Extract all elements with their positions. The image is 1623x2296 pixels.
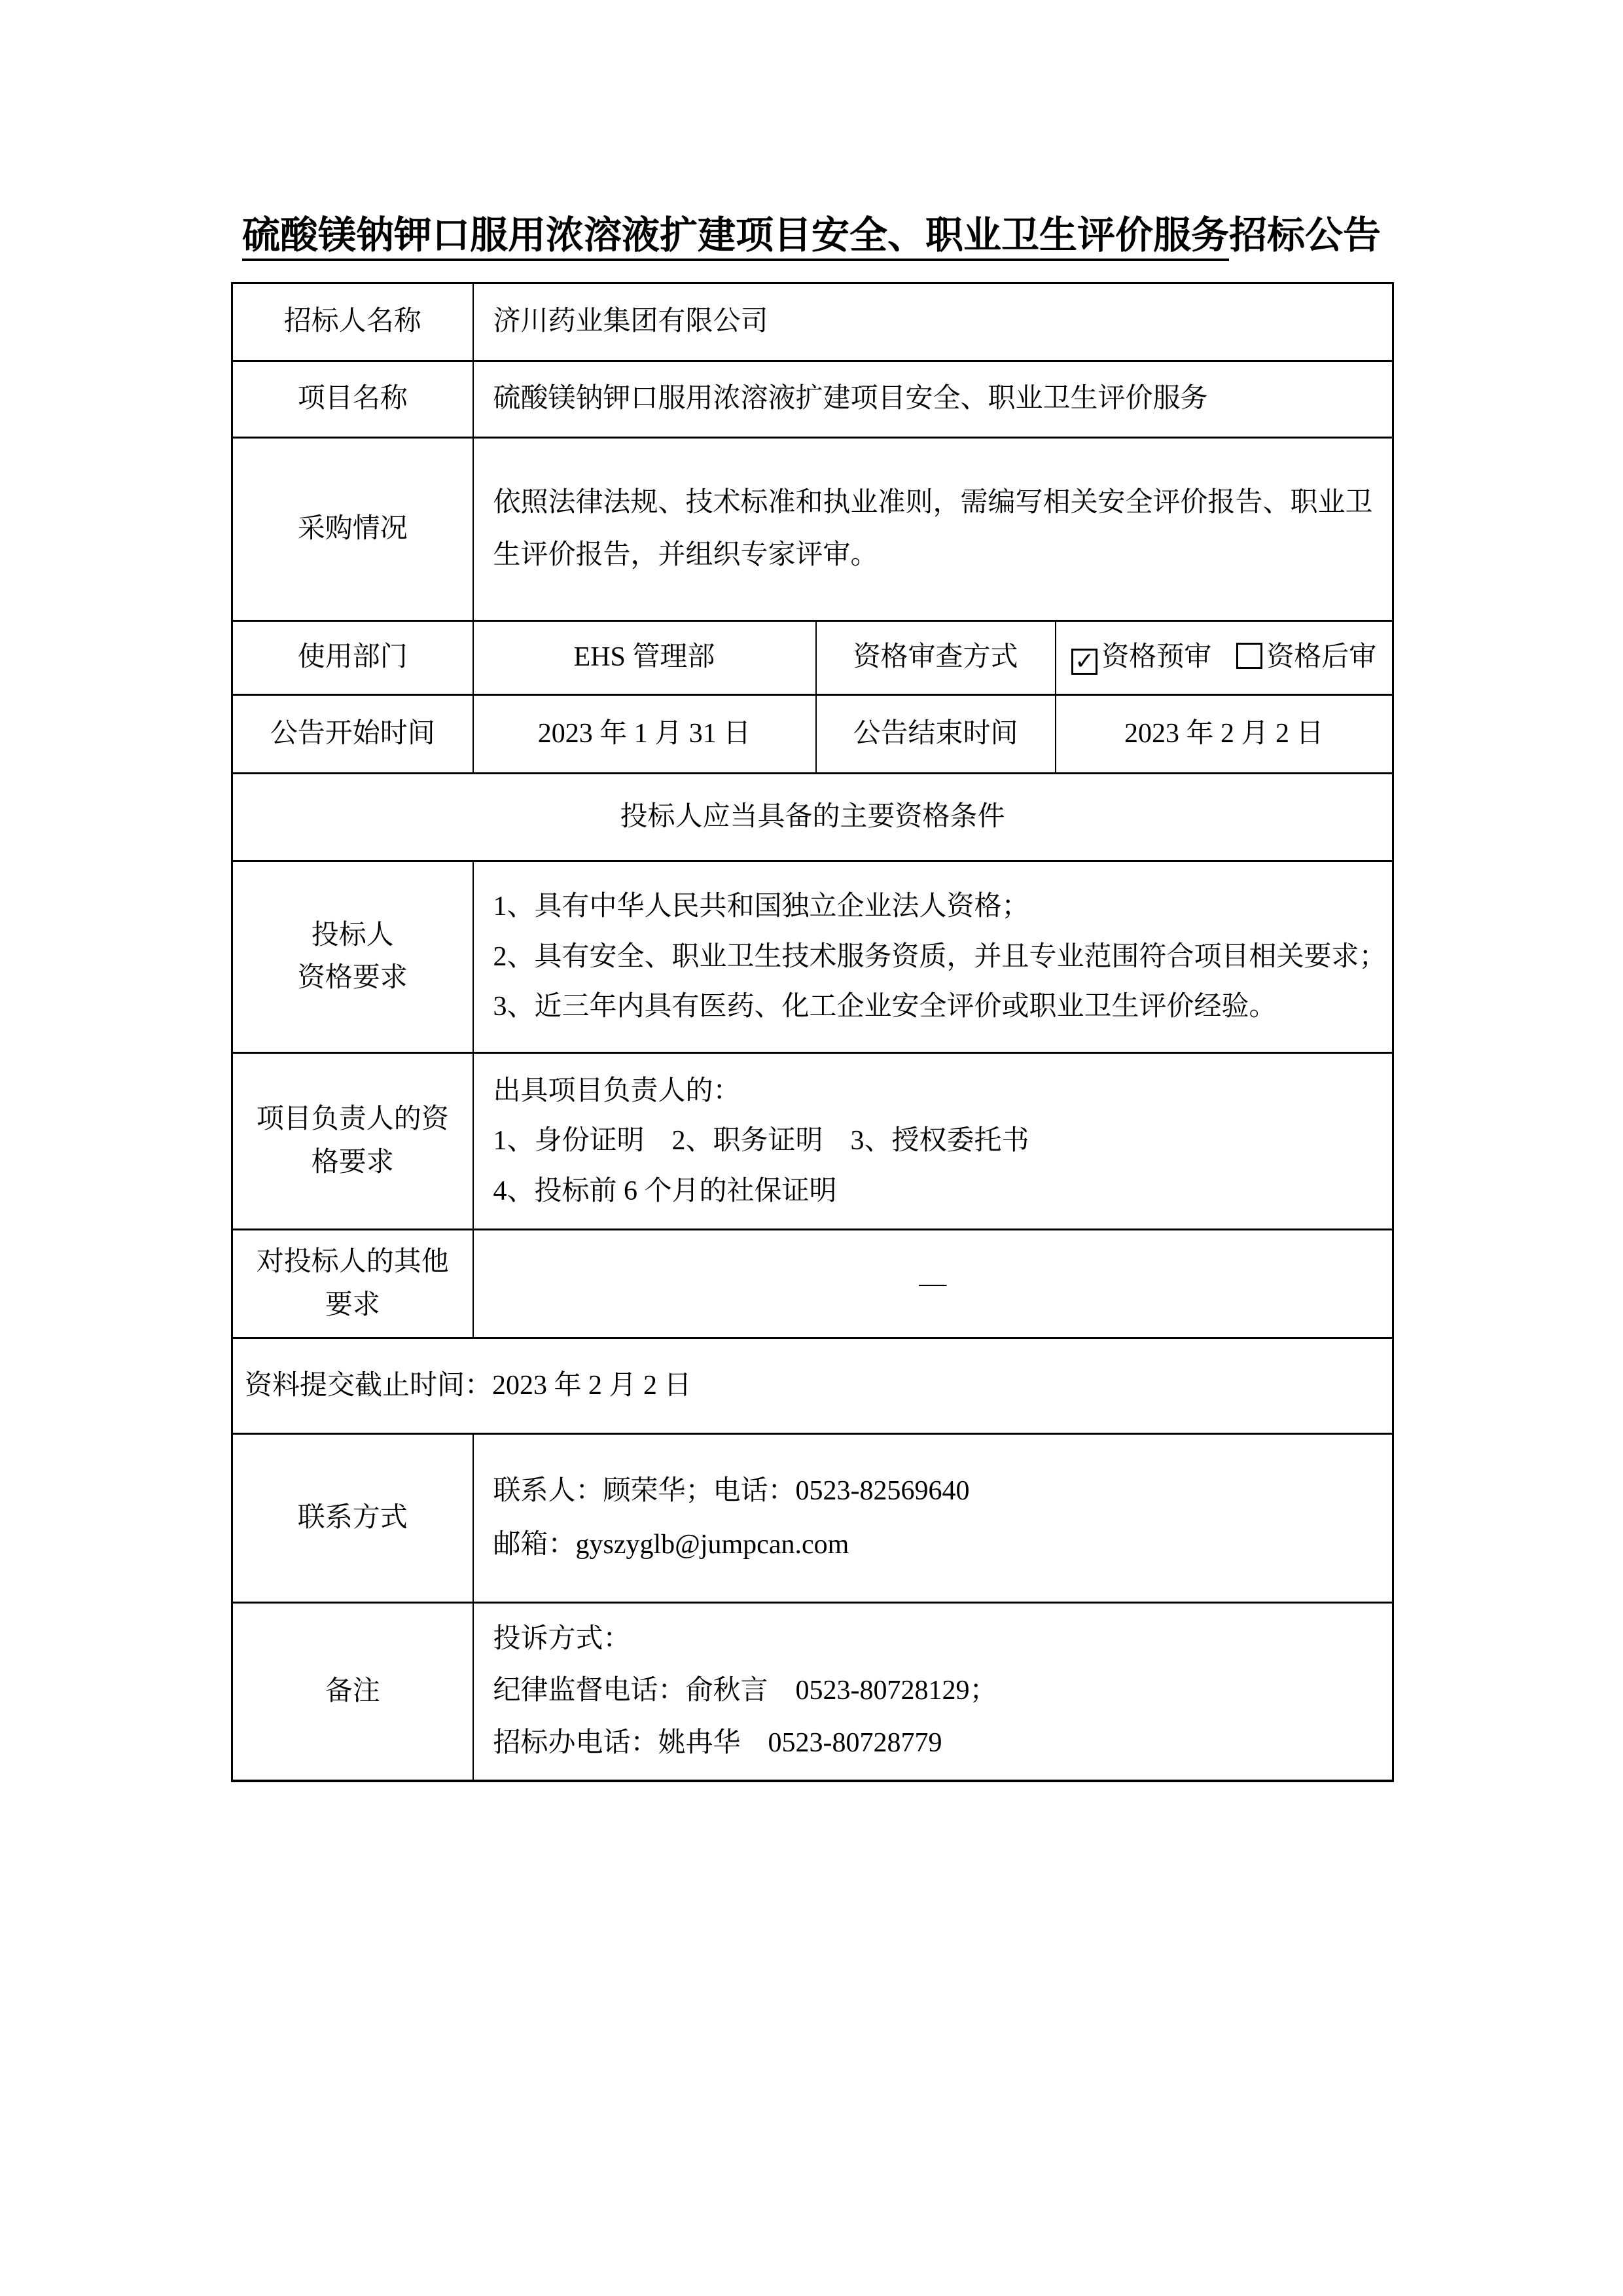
bidder-qualification-label-line: 投标人 bbox=[311, 920, 394, 950]
qualification-item: 3、近三年内具有医药、化工企业安全评价或职业卫生评价经验。 bbox=[493, 992, 1277, 1022]
page-title-underlined: 硫酸镁钠钾口服用浓溶液扩建项目安全、职业卫生评价服务 bbox=[241, 214, 1229, 257]
announce-start-value: 2023 年 1 月 31 日 bbox=[473, 695, 816, 774]
row-project-name bbox=[232, 361, 1393, 438]
pm-qualification-label bbox=[232, 1053, 473, 1230]
row-procurement bbox=[232, 438, 1393, 621]
other-requirements-value: — bbox=[473, 1230, 1393, 1338]
pre-review-option bbox=[1071, 642, 1212, 675]
post-review-option bbox=[1236, 642, 1376, 672]
row-pm-qualification bbox=[232, 1053, 1393, 1230]
page-title bbox=[0, 204, 1623, 259]
project-name-label: 项目名称 bbox=[232, 361, 473, 438]
other-requirements-label-line: 要求 bbox=[325, 1289, 380, 1320]
bidder-name-value: 济川药业集团有限公司 bbox=[473, 283, 1393, 361]
remark-label: 备注 bbox=[232, 1603, 473, 1781]
pm-qualification-item: 1、身份证明 2、职务证明 3、授权委托书 bbox=[493, 1126, 1029, 1157]
qualification-item: 2、具有安全、职业卫生技术服务资质，并且专业范围符合项目相关要求； bbox=[493, 941, 1387, 972]
announce-end-label: 公告结束时间 bbox=[816, 695, 1056, 774]
row-contact bbox=[232, 1434, 1393, 1603]
contact-label: 联系方式 bbox=[232, 1434, 473, 1603]
pm-qualification-value bbox=[473, 1053, 1393, 1230]
contact-line: 联系人：顾荣华；电话：0523-82569640 bbox=[493, 1475, 970, 1506]
page-title-rest: 招标公告 bbox=[1229, 214, 1382, 257]
other-requirements-label-line: 对投标人的其他 bbox=[256, 1247, 449, 1278]
pm-qualification-label-line: 格要求 bbox=[311, 1147, 394, 1177]
row-department-review bbox=[232, 621, 1393, 695]
contact-line: 邮箱：gyszyglb@jumpcan.com bbox=[493, 1529, 849, 1560]
qualification-section-header: 投标人应当具备的主要资格条件 bbox=[232, 774, 1393, 861]
post-review-checkbox-unchecked-icon bbox=[1236, 643, 1262, 669]
qualification-item: 1、具有中华人民共和国独立企业法人资格； bbox=[493, 891, 1029, 922]
remark-value bbox=[473, 1603, 1393, 1781]
pm-qualification-label-line: 项目负责人的资 bbox=[256, 1104, 449, 1135]
announce-end-value: 2023 年 2 月 2 日 bbox=[1056, 695, 1393, 774]
procurement-value: 依照法律法规、技术标准和执业准则，需编写相关安全评价报告、职业卫生评价报告，并组织专家评审。 bbox=[473, 438, 1393, 621]
review-method-value bbox=[1056, 621, 1393, 695]
remark-line: 招标办电话：姚冉华 0523-80728779 bbox=[493, 1728, 942, 1759]
pre-review-checkbox-checked-icon bbox=[1071, 649, 1097, 675]
other-requirements-label bbox=[232, 1230, 473, 1338]
row-bidder-name bbox=[232, 283, 1393, 361]
contact-value bbox=[473, 1434, 1393, 1603]
check-mark-icon: ✓ bbox=[1075, 648, 1095, 675]
row-qualification-header bbox=[232, 774, 1393, 861]
procurement-label: 采购情况 bbox=[232, 438, 473, 621]
announce-start-label: 公告开始时间 bbox=[232, 695, 473, 774]
row-bidder-qualification bbox=[232, 861, 1393, 1053]
row-submission-deadline bbox=[232, 1338, 1393, 1434]
bidder-qualification-label-line: 资格要求 bbox=[297, 963, 408, 993]
bidder-qualification-label bbox=[232, 861, 473, 1053]
row-other-requirements bbox=[232, 1230, 1393, 1338]
project-name-value: 硫酸镁钠钾口服用浓溶液扩建项目安全、职业卫生评价服务 bbox=[473, 361, 1393, 438]
review-method-label: 资格审查方式 bbox=[816, 621, 1056, 695]
row-remark bbox=[232, 1603, 1393, 1781]
pre-review-label: 资格预审 bbox=[1101, 642, 1212, 673]
row-announce-times bbox=[232, 695, 1393, 774]
bidder-qualification-value bbox=[473, 861, 1393, 1053]
remark-line: 纪律监督电话：俞秋言 0523-80728129； bbox=[493, 1676, 997, 1706]
pm-qualification-item: 4、投标前 6 个月的社保证明 bbox=[493, 1175, 837, 1206]
post-review-label: 资格后审 bbox=[1266, 642, 1377, 673]
department-value: EHS 管理部 bbox=[473, 621, 816, 695]
department-label: 使用部门 bbox=[232, 621, 473, 695]
bidder-name-label: 招标人名称 bbox=[232, 283, 473, 361]
remark-line: 投诉方式： bbox=[493, 1623, 631, 1654]
submission-deadline-text: 资料提交截止时间：2023 年 2 月 2 日 bbox=[232, 1338, 1393, 1434]
tender-table bbox=[231, 282, 1394, 1782]
pm-qualification-item: 出具项目负责人的： bbox=[493, 1075, 741, 1106]
